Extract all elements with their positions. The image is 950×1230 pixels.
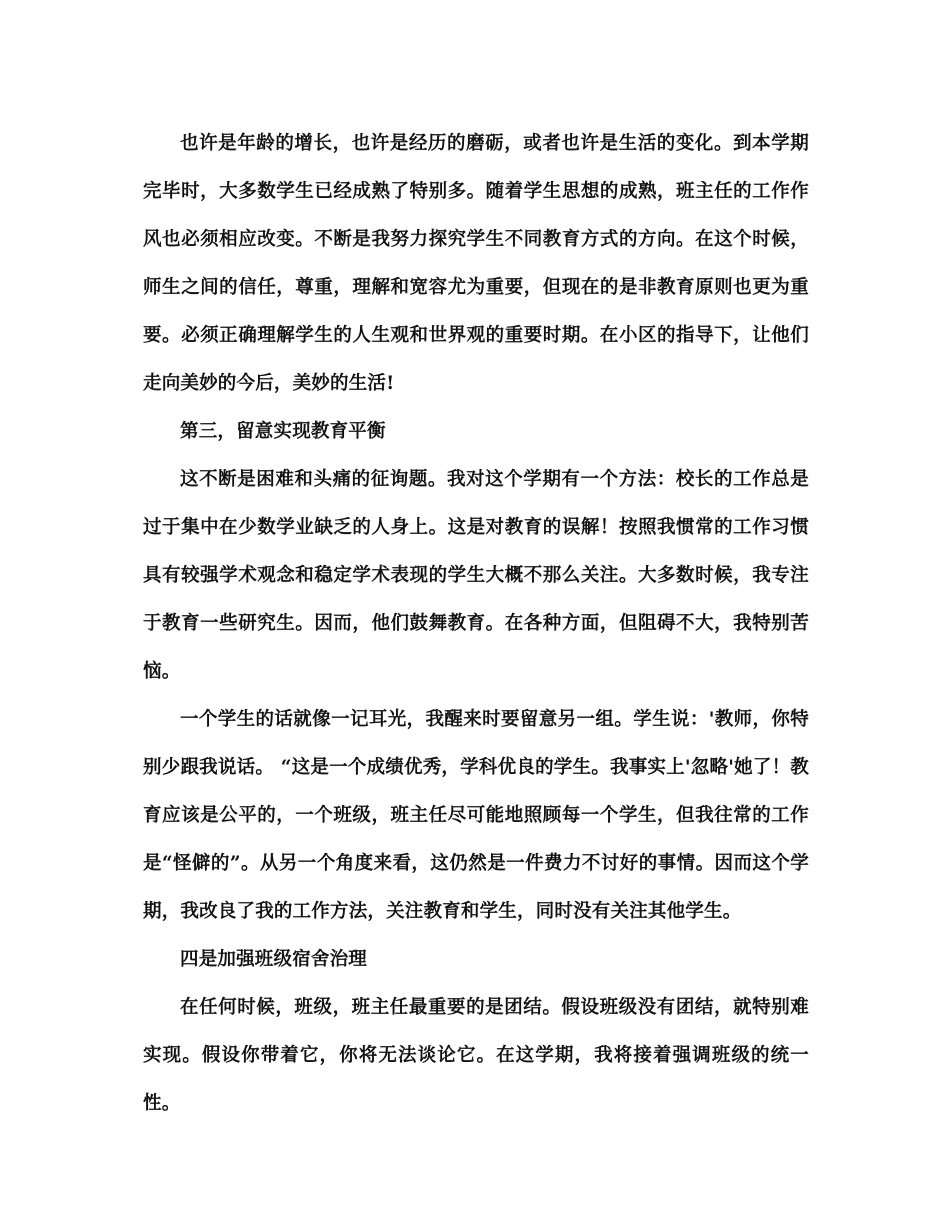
paragraph-attention-problem: 这不断是困难和头痛的征询题。我对这个学期有一个方法：校长的工作总是过于集中在少数学业缺乏的人身上。这是对教育的误解！按照我惯常的工作习惯具有较强学术观念和稳定学术表现的学生大概不那么关注。大多数时候，我专注于教育一些研究生。因而，他们鼓舞教育。在各种方面，但阻碍不大，我特别苦恼。 — [143, 469, 809, 682]
paragraph-student-maturity: 也许是年龄的增长，也许是经历的磨砺，或者也许是生活的变化。到本学期完毕时，大多数学生已经成熟了特别多。随着学生思想的成熟，班主任的工作作风也必须相应改变。不断是我努力探究学生不同教育方式的方向。在这个时候，师生之间的信任，尊重，理解和宽容尤为重要，但现在的是非教育原则也更为重要。必须正确理解学生的人生观和世界观的重要时期。在小区的指导下，让他们走向美妙的今后，美妙的生活! — [143, 133, 809, 394]
section-heading-dormitory-management: 四是加强班级宿舍治理 — [180, 949, 368, 970]
section-heading-education-balance: 第三，留意实现教育平衡 — [180, 421, 386, 442]
paragraph-class-unity: 在任何时候，班级，班主任最重要的是团结。假设班级没有团结，就特别难实现。假设你带着它，你将无法谈论它。在这学期，我将接着强调班级的统一性。 — [143, 997, 809, 1114]
document-body — [143, 120, 809, 1128]
paragraph-student-feedback: 一个学生的话就像一记耳光，我醒来时要留意另一组。学生说：'教师，你特别少跟我说话。 “这是一个成绩优秀，学科优良的学生。我事实上'忽略'她了！教育应该是公平的，一个班级，班主任尽可能地照顾每一个学生，但我往常的工作是“怪僻的”。从另一个角度来看，这仍然是一件费力不讨好的事情。因而这个学期，我改良了我的工作方法，关注教育和学生，同时没有关注其他学生。 — [143, 709, 809, 922]
